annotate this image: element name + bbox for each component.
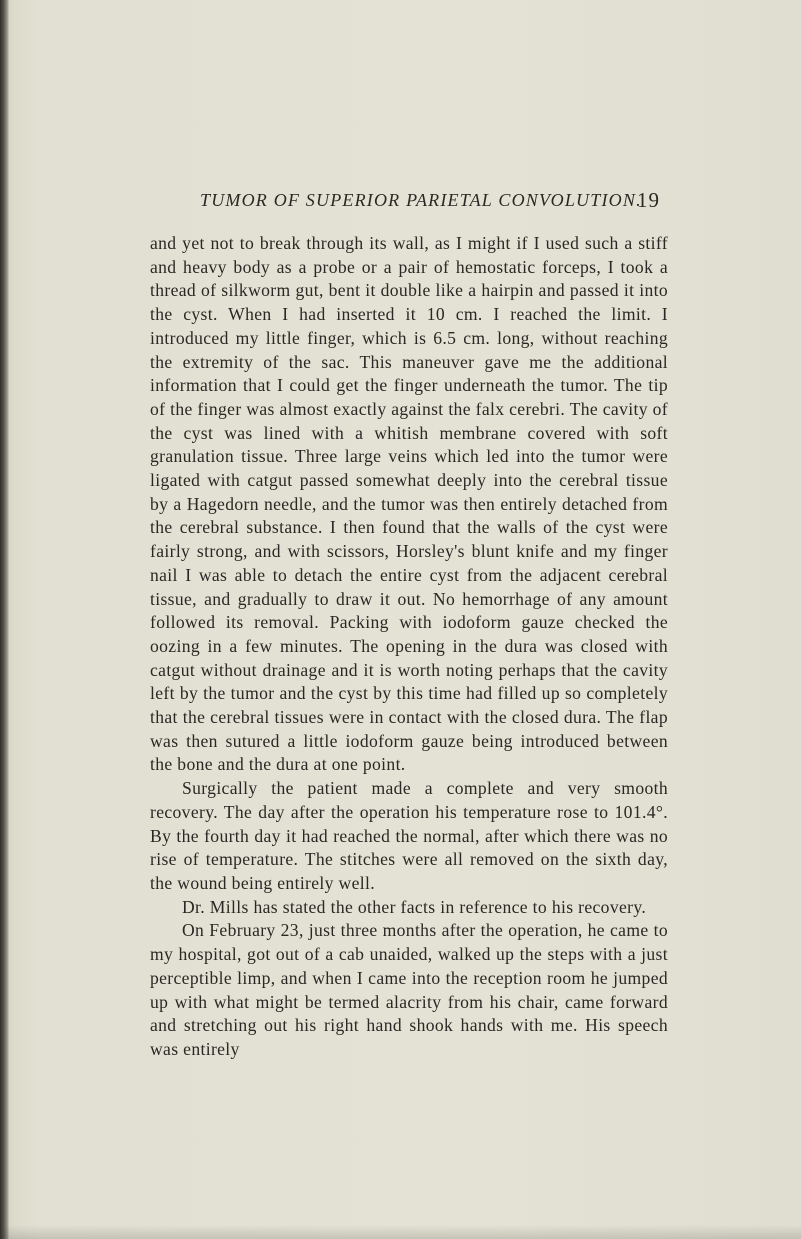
- book-spine-shadow: [0, 0, 9, 1239]
- page-bottom-shadow: [0, 1225, 801, 1239]
- paragraph: and yet not to break through its wall, as I might if I used such a stiff and heavy body as a probe or a pair of hemostatic forceps, I took a thread of silkworm gut, bent it double like a hairpin and passed it into the cyst. When I had inserted it 10 cm. I reached the limit. I introduced my little finger, which is 6.5 cm. long, without reaching the extremity of the sac. This maneuver gave me the additional information that I could get the finger underneath the tumor. The tip of the finger was almost exactly against the falx cerebri. The cavity of the cyst was lined with a whitish membrane covered with soft granulation tissue. Three large veins which led into the tumor were ligated with catgut passed somewhat deeply into the cerebral tissue by a Hagedorn needle, and the tumor was then entirely detached from the cerebral substance. I then found that the walls of the cyst were fairly strong, and with scissors, Horsley's blunt knife and my finger nail I was able to detach the entire cyst from the adjacent cerebral tissue, and gradually to draw it out. No hemorrhage of any amount followed its removal. Packing with iodoform gauze checked the oozing in a few minutes. The opening in the dura was closed with catgut without drainage and it is worth noting perhaps that the cavity left by the tumor and the cyst by this time had filled up so completely that the cerebral tissues were in contact with the closed dura. The flap was then sutured a little iodoform gauze being introduced between the bone and the dura at one point.: [150, 233, 668, 775]
- page-number: 19: [637, 188, 660, 212]
- paragraph: On February 23, just three months after the operation, he came to my hospital, got out of a cab unaided, walked up the steps with a just perceptible limp, and when I came into the reception room he jumped up with what might be termed alacrity from his chair, came forward and stretching out his right hand shook hands with me. His speech was entirely: [150, 920, 668, 1059]
- running-header: TUMOR OF SUPERIOR PARIETAL CONVOLUTION.: [200, 190, 642, 210]
- paragraph: Surgically the patient made a complete and very smooth recovery. The day after the operation his temperature rose to 101.4°. By the fourth day it had reached the normal, after which there was no rise of temperature. The stitches were all removed on the sixth day, the wound being entirely well.: [150, 778, 668, 893]
- body-text: [150, 232, 668, 1062]
- paragraph: Dr. Mills has stated the other facts in reference to his recovery.: [182, 896, 647, 917]
